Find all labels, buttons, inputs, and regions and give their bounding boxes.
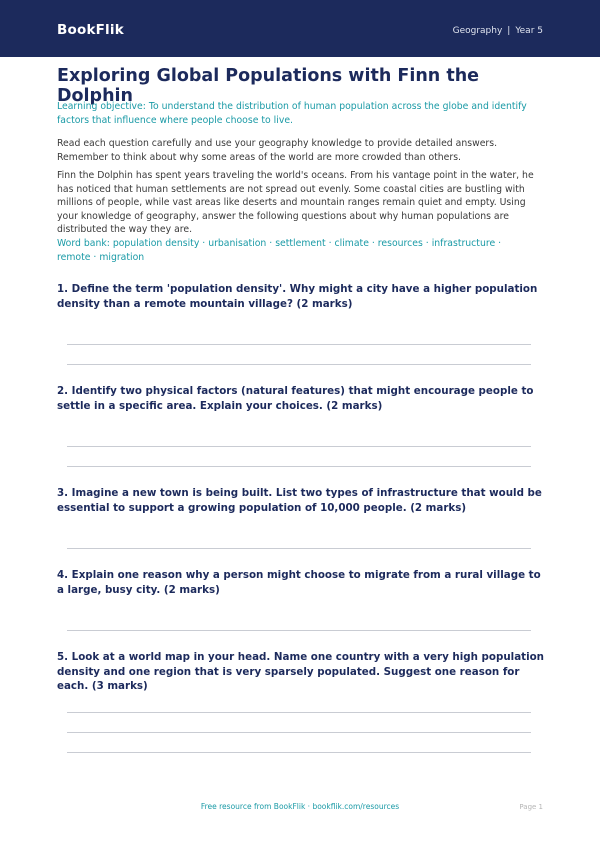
answer-line[interactable] bbox=[67, 466, 531, 467]
worksheet-title: Exploring Global Populations with Finn the Dolphin bbox=[57, 66, 480, 106]
header-meta bbox=[453, 26, 543, 36]
answer-line[interactable] bbox=[67, 344, 531, 345]
question-4: 4. Explain one reason why a person might choose to migrate from a rural village to a large, busy city. (2 marks) bbox=[57, 569, 541, 596]
question-3: 3. Imagine a new town is being built. List two types of infrastructure that would be essential to support a growing population of 10,000 people. (2 marks) bbox=[57, 487, 542, 514]
footer-credit-link[interactable]: Free resource from BookFlik · bookflik.com/resources bbox=[200, 802, 400, 811]
answer-line[interactable] bbox=[67, 630, 531, 631]
question-2: 2. Identify two physical factors (natural features) that might encourage people to settle in a specific area. Explain your choices. (2 marks) bbox=[57, 385, 534, 412]
answer-line[interactable] bbox=[67, 364, 531, 365]
answer-line[interactable] bbox=[67, 712, 531, 713]
page-number: Page 1 bbox=[519, 803, 543, 811]
answer-line[interactable] bbox=[67, 446, 531, 447]
story-paragraph: Finn the Dolphin has spent years traveling the world's oceans. From his vantage point in the water, he has noticed that human settlements are not spread out evenly. Some coastal cities are bustling with millions of people, while vast areas like deserts and mountain ranges remain quiet and empty. Using your knowledge of geography, answer the following questions about why human populations are distributed the way they are. bbox=[57, 170, 534, 235]
page-header bbox=[0, 0, 600, 57]
answer-line[interactable] bbox=[67, 548, 531, 549]
answer-line[interactable] bbox=[67, 752, 531, 753]
question-5: 5. Look at a world map in your head. Name one country with a very high population density and one region that is very sparsely populated. Suggest one reason for each. (3 marks) bbox=[57, 651, 545, 692]
meta-separator: | bbox=[507, 26, 511, 36]
word-bank: Word bank: population density · urbanisation · settlement · climate · resources · infrastructure · remote · migration bbox=[57, 238, 502, 263]
question-1: 1. Define the term 'population density'. Why might a city have a higher population density than a remote mountain village? (2 marks) bbox=[57, 283, 538, 310]
learning-objective: Learning objective: To understand the distribution of human population across the globe and identify factors that influence where people choose to live. bbox=[57, 101, 527, 126]
answer-line[interactable] bbox=[67, 732, 531, 733]
subject-label: Geography bbox=[452, 26, 503, 36]
year-label: Year 5 bbox=[515, 26, 543, 36]
instructions-paragraph: Read each question carefully and use your geography knowledge to provide detailed answers. Remember to think about why some areas of the world are more crowded than others. bbox=[57, 138, 498, 163]
brand-logo-text: BookFlik bbox=[57, 22, 124, 38]
